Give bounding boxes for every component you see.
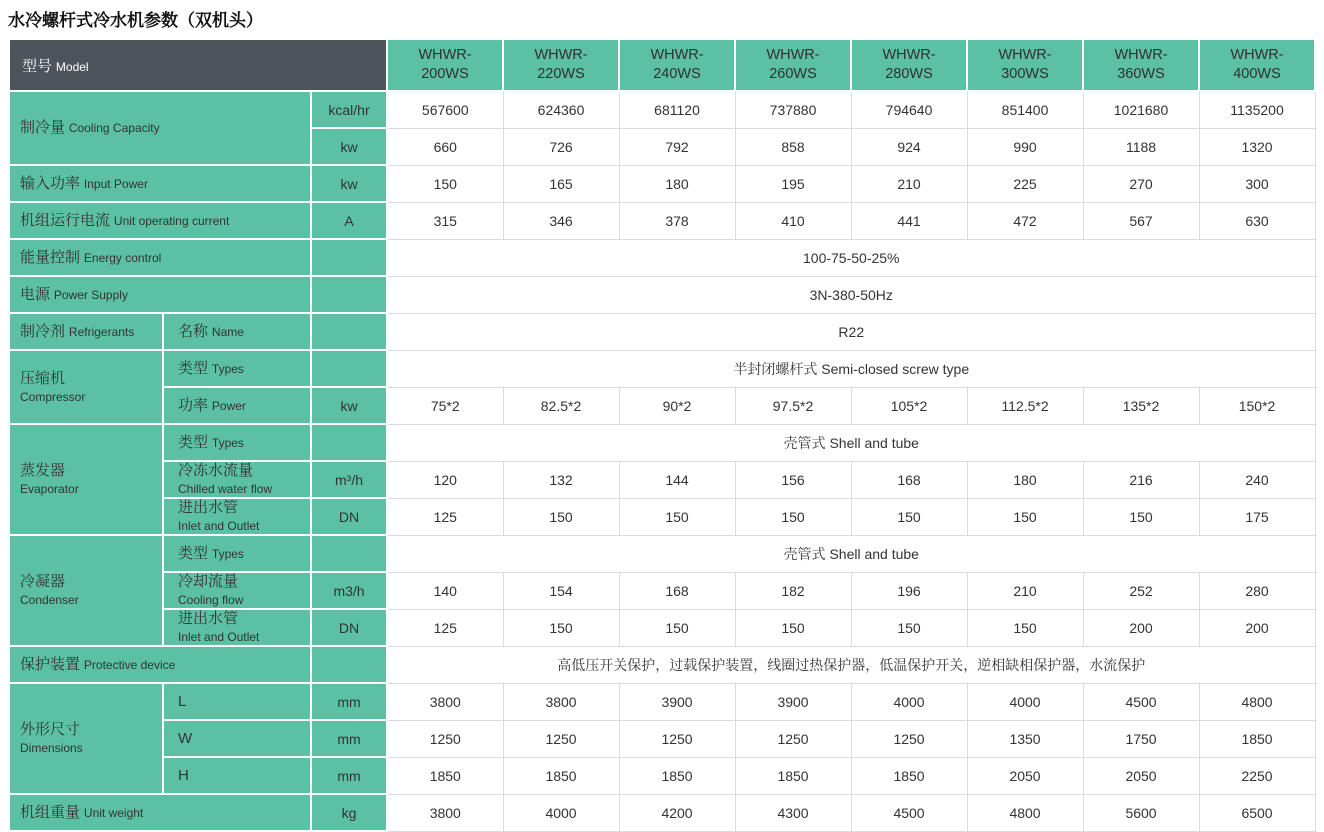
value-cell: 924 bbox=[851, 128, 967, 165]
unit-cell: mm bbox=[311, 683, 387, 720]
unit-cell bbox=[311, 239, 387, 276]
spec-table bbox=[8, 38, 1316, 832]
value-cell: 225 bbox=[967, 165, 1083, 202]
value-cell: 120 bbox=[387, 461, 503, 498]
value-cell: 82.5*2 bbox=[503, 387, 619, 424]
value-cell: 2250 bbox=[1199, 757, 1315, 794]
value-cell: 300 bbox=[1199, 165, 1315, 202]
value-cell: 175 bbox=[1199, 498, 1315, 535]
table-row bbox=[9, 757, 1315, 794]
sub-label-cell: 类型 Types bbox=[163, 535, 311, 572]
sub-label-cell: 冷却流量 Cooling flow bbox=[163, 572, 311, 609]
value-cell: 240 bbox=[1199, 461, 1315, 498]
value-cell: 150 bbox=[851, 498, 967, 535]
table-row bbox=[9, 239, 1315, 276]
value-cell: 4000 bbox=[851, 683, 967, 720]
unit-cell bbox=[311, 424, 387, 461]
unit-cell bbox=[311, 535, 387, 572]
value-cell: 4800 bbox=[967, 794, 1083, 831]
value-cell: 150 bbox=[503, 609, 619, 646]
value-cell: 75*2 bbox=[387, 387, 503, 424]
value-cell: 1850 bbox=[1199, 720, 1315, 757]
row-label-cell: 电源 Power Supply bbox=[9, 276, 311, 313]
value-cell: 4200 bbox=[619, 794, 735, 831]
table-row bbox=[9, 535, 1315, 572]
sub-label-cell: 功率 Power bbox=[163, 387, 311, 424]
value-cell: 1850 bbox=[735, 757, 851, 794]
sub-label-cell: 名称 Name bbox=[163, 313, 311, 350]
value-cell: 150 bbox=[503, 498, 619, 535]
value-cell: 1850 bbox=[387, 757, 503, 794]
unit-cell: DN bbox=[311, 498, 387, 535]
value-cell: 150 bbox=[619, 609, 735, 646]
row-label-cell: 机组运行电流 Unit operating current bbox=[9, 202, 311, 239]
value-cell: 125 bbox=[387, 609, 503, 646]
value-cell: 150 bbox=[967, 609, 1083, 646]
value-cell: 150 bbox=[735, 498, 851, 535]
value-cell: 3800 bbox=[387, 794, 503, 831]
value-cell: 6500 bbox=[1199, 794, 1315, 831]
value-cell: 346 bbox=[503, 202, 619, 239]
value-cell: 156 bbox=[735, 461, 851, 498]
model-name-cell: WHWR- 300WS bbox=[967, 39, 1083, 91]
value-cell: 4500 bbox=[1083, 683, 1199, 720]
table-row bbox=[9, 572, 1315, 609]
table-row bbox=[9, 91, 1315, 128]
value-cell: 1850 bbox=[503, 757, 619, 794]
table-row bbox=[9, 424, 1315, 461]
value-cell: 1750 bbox=[1083, 720, 1199, 757]
unit-cell: m³/h bbox=[311, 461, 387, 498]
value-cell: 3800 bbox=[387, 683, 503, 720]
row-label-cell: 冷凝器 Condenser bbox=[9, 535, 163, 646]
value-cell: 154 bbox=[503, 572, 619, 609]
row-label-cell: 蒸发器 Evaporator bbox=[9, 424, 163, 535]
value-cell: 100-75-50-25% bbox=[387, 239, 1315, 276]
row-label-cell: 输入功率 Input Power bbox=[9, 165, 311, 202]
table-row bbox=[9, 387, 1315, 424]
sub-label-cell: 冷冻水流量 Chilled water flow bbox=[163, 461, 311, 498]
sub-label-cell: H bbox=[163, 757, 311, 794]
value-cell: 410 bbox=[735, 202, 851, 239]
value-cell: 210 bbox=[851, 165, 967, 202]
value-cell: 726 bbox=[503, 128, 619, 165]
value-cell: 624360 bbox=[503, 91, 619, 128]
value-cell: 1850 bbox=[851, 757, 967, 794]
value-cell: 150 bbox=[619, 498, 735, 535]
row-label-cell: 压缩机 Compressor bbox=[9, 350, 163, 424]
value-cell: 112.5*2 bbox=[967, 387, 1083, 424]
row-label-cell: 机组重量 Unit weight bbox=[9, 794, 311, 831]
value-cell: 135*2 bbox=[1083, 387, 1199, 424]
value-cell: 4800 bbox=[1199, 683, 1315, 720]
value-cell: 2050 bbox=[1083, 757, 1199, 794]
value-cell: 216 bbox=[1083, 461, 1199, 498]
value-cell: 1250 bbox=[735, 720, 851, 757]
sub-label-cell: 类型 Types bbox=[163, 350, 311, 387]
value-cell: 1320 bbox=[1199, 128, 1315, 165]
table-row bbox=[9, 39, 1315, 91]
value-cell: 472 bbox=[967, 202, 1083, 239]
value-cell: 1350 bbox=[967, 720, 1083, 757]
sub-label-cell: 进出水管 Inlet and Outlet bbox=[163, 498, 311, 535]
table-row bbox=[9, 683, 1315, 720]
unit-cell: mm bbox=[311, 757, 387, 794]
unit-cell bbox=[311, 313, 387, 350]
value-cell: 144 bbox=[619, 461, 735, 498]
table-row bbox=[9, 461, 1315, 498]
value-cell: 168 bbox=[619, 572, 735, 609]
value-cell: 1850 bbox=[619, 757, 735, 794]
unit-cell: kg bbox=[311, 794, 387, 831]
value-cell: 851400 bbox=[967, 91, 1083, 128]
unit-cell: kw bbox=[311, 387, 387, 424]
unit-cell bbox=[311, 276, 387, 313]
model-name-cell: WHWR- 400WS bbox=[1199, 39, 1315, 91]
value-cell: 1250 bbox=[619, 720, 735, 757]
value-cell: 150 bbox=[967, 498, 1083, 535]
value-cell: 858 bbox=[735, 128, 851, 165]
value-cell: 132 bbox=[503, 461, 619, 498]
row-label-cell: 外形尺寸 Dimensions bbox=[9, 683, 163, 794]
value-cell: 3N-380-50Hz bbox=[387, 276, 1315, 313]
value-cell: 150 bbox=[1083, 498, 1199, 535]
value-cell: 1021680 bbox=[1083, 91, 1199, 128]
value-cell: 660 bbox=[387, 128, 503, 165]
value-cell: 252 bbox=[1083, 572, 1199, 609]
value-cell: 567600 bbox=[387, 91, 503, 128]
unit-cell: m3/h bbox=[311, 572, 387, 609]
value-cell: 990 bbox=[967, 128, 1083, 165]
value-cell: 315 bbox=[387, 202, 503, 239]
unit-cell: A bbox=[311, 202, 387, 239]
value-cell: 210 bbox=[967, 572, 1083, 609]
value-cell: 3900 bbox=[619, 683, 735, 720]
unit-cell: kcal/hr bbox=[311, 91, 387, 128]
value-cell: 105*2 bbox=[851, 387, 967, 424]
value-cell: 792 bbox=[619, 128, 735, 165]
value-cell: 90*2 bbox=[619, 387, 735, 424]
value-cell: 737880 bbox=[735, 91, 851, 128]
value-cell: R22 bbox=[387, 313, 1315, 350]
value-cell: 441 bbox=[851, 202, 967, 239]
value-cell: 150 bbox=[735, 609, 851, 646]
table-row bbox=[9, 720, 1315, 757]
value-cell: 182 bbox=[735, 572, 851, 609]
value-cell: 4000 bbox=[503, 794, 619, 831]
sub-label-cell: 类型 Types bbox=[163, 424, 311, 461]
value-cell: 378 bbox=[619, 202, 735, 239]
row-label-cell: 能量控制 Energy control bbox=[9, 239, 311, 276]
value-cell: 150 bbox=[387, 165, 503, 202]
value-cell: 150*2 bbox=[1199, 387, 1315, 424]
value-cell: 壳管式 Shell and tube bbox=[387, 535, 1315, 572]
value-cell: 壳管式 Shell and tube bbox=[387, 424, 1315, 461]
unit-cell: kw bbox=[311, 128, 387, 165]
model-name-cell: WHWR- 280WS bbox=[851, 39, 967, 91]
unit-cell bbox=[311, 350, 387, 387]
model-header-cell: 型号 Model bbox=[9, 39, 387, 91]
value-cell: 150 bbox=[851, 609, 967, 646]
value-cell: 高低压开关保护，过载保护装置，线圈过热保护器，低温保护开关，逆相缺相保护器，水流保护 bbox=[387, 646, 1315, 683]
value-cell: 196 bbox=[851, 572, 967, 609]
table-row bbox=[9, 350, 1315, 387]
value-cell: 1188 bbox=[1083, 128, 1199, 165]
value-cell: 半封闭螺杆式 Semi-closed screw type bbox=[387, 350, 1315, 387]
unit-cell: kw bbox=[311, 165, 387, 202]
unit-cell: DN bbox=[311, 609, 387, 646]
model-name-cell: WHWR- 260WS bbox=[735, 39, 851, 91]
table-row bbox=[9, 794, 1315, 831]
value-cell: 1135200 bbox=[1199, 91, 1315, 128]
table-row bbox=[9, 165, 1315, 202]
value-cell: 4000 bbox=[967, 683, 1083, 720]
value-cell: 140 bbox=[387, 572, 503, 609]
model-name-cell: WHWR- 240WS bbox=[619, 39, 735, 91]
value-cell: 180 bbox=[967, 461, 1083, 498]
value-cell: 567 bbox=[1083, 202, 1199, 239]
model-name-cell: WHWR- 360WS bbox=[1083, 39, 1199, 91]
value-cell: 200 bbox=[1199, 609, 1315, 646]
value-cell: 681120 bbox=[619, 91, 735, 128]
value-cell: 4500 bbox=[851, 794, 967, 831]
sub-label-cell: 进出水管 Inlet and Outlet bbox=[163, 609, 311, 646]
value-cell: 125 bbox=[387, 498, 503, 535]
page-title: 水冷螺杆式冷水机参数（双机头） bbox=[8, 11, 263, 30]
table-row bbox=[9, 202, 1315, 239]
unit-cell bbox=[311, 646, 387, 683]
value-cell: 280 bbox=[1199, 572, 1315, 609]
row-label-cell: 制冷量 Cooling Capacity bbox=[9, 91, 311, 165]
row-label-cell: 保护装置 Protective device bbox=[9, 646, 311, 683]
value-cell: 1250 bbox=[387, 720, 503, 757]
value-cell: 1250 bbox=[851, 720, 967, 757]
row-label-cell: 制冷剂 Refrigerants bbox=[9, 313, 163, 350]
model-name-cell: WHWR- 200WS bbox=[387, 39, 503, 91]
value-cell: 165 bbox=[503, 165, 619, 202]
value-cell: 2050 bbox=[967, 757, 1083, 794]
table-row bbox=[9, 313, 1315, 350]
value-cell: 4300 bbox=[735, 794, 851, 831]
value-cell: 5600 bbox=[1083, 794, 1199, 831]
table-row bbox=[9, 498, 1315, 535]
table-row bbox=[9, 276, 1315, 313]
value-cell: 1250 bbox=[503, 720, 619, 757]
value-cell: 270 bbox=[1083, 165, 1199, 202]
sub-label-cell: L bbox=[163, 683, 311, 720]
value-cell: 630 bbox=[1199, 202, 1315, 239]
value-cell: 168 bbox=[851, 461, 967, 498]
model-name-cell: WHWR- 220WS bbox=[503, 39, 619, 91]
value-cell: 200 bbox=[1083, 609, 1199, 646]
sub-label-cell: W bbox=[163, 720, 311, 757]
value-cell: 3800 bbox=[503, 683, 619, 720]
value-cell: 97.5*2 bbox=[735, 387, 851, 424]
value-cell: 794640 bbox=[851, 91, 967, 128]
value-cell: 195 bbox=[735, 165, 851, 202]
table-row bbox=[9, 646, 1315, 683]
value-cell: 180 bbox=[619, 165, 735, 202]
table-row bbox=[9, 609, 1315, 646]
value-cell: 3900 bbox=[735, 683, 851, 720]
unit-cell: mm bbox=[311, 720, 387, 757]
